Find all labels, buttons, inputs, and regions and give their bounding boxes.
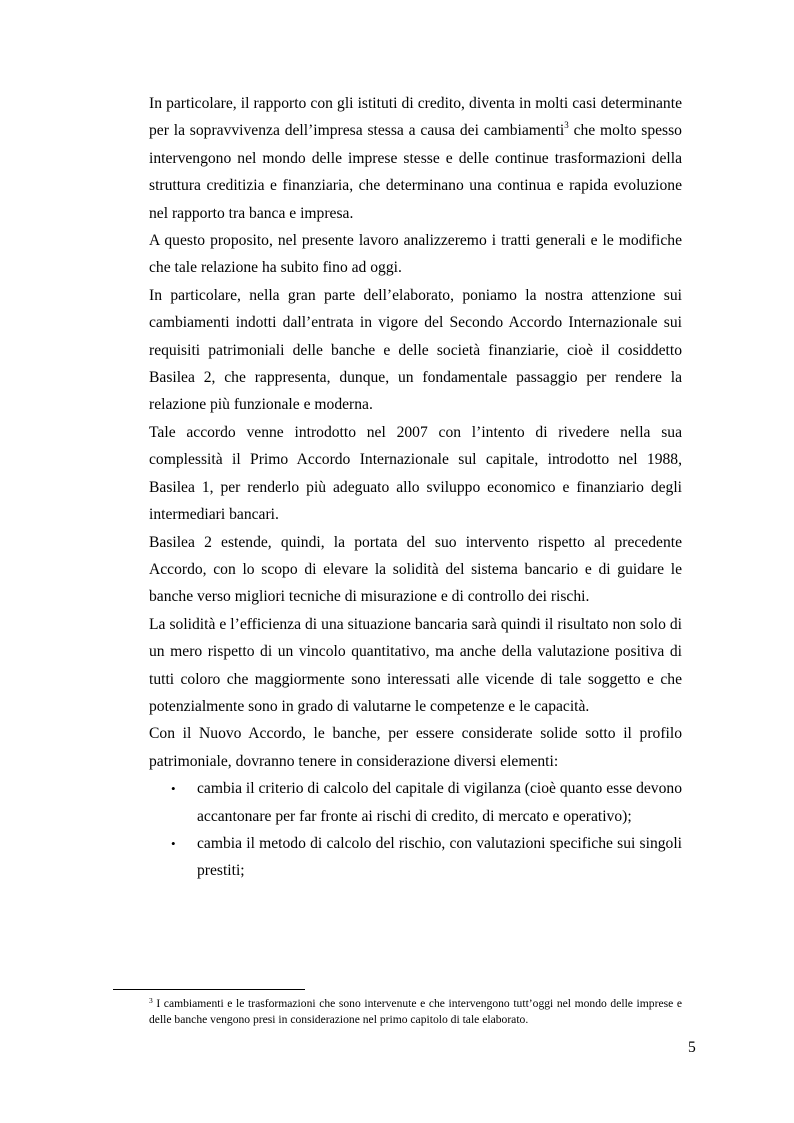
paragraph-5: Basilea 2 estende, quindi, la portata del suo intervento rispetto al precedente Accordo, con lo scopo di elevare la solidità del sistema bancario e di guidare le banche verso migliori tecniche di misurazione e di controllo dei rischi. (149, 533, 682, 606)
list-item-text: cambia il criterio di calcolo del capitale di vigilanza (cioè quanto esse devono accantonare per far fronte ai rischi di credito, di mercato e operativo); (197, 780, 682, 825)
list-item-text: cambia il metodo di calcolo del rischio, con valutazioni specifiche sui singoli prestiti; (197, 834, 682, 880)
paragraph-7: Con il Nuovo Accordo, le banche, per essere considerate solide sotto il profilo patrimoniale, dovranno tenere in considerazione diversi elementi: (149, 725, 682, 770)
page-number: 5 (688, 1039, 696, 1056)
footnote (149, 996, 682, 1027)
footnote-text: I cambiamenti e le trasformazioni che sono intervenute e che intervengono tutt’oggi nel mondo delle imprese e delle banche vengono presi in considerazione nel primo capitolo di tale elaborato. (149, 997, 682, 1026)
paragraph-4: Tale accordo venne introdotto nel 2007 con l’intento di rivedere nella sua complessità il Primo Accordo Internazionale sul capitale, introdotto nel 1988, Basilea 1, per renderlo più adeguato allo sviluppo economico e finanziario degli intermediari bancari. (149, 423, 682, 524)
bullet-icon: • (171, 781, 176, 797)
bullet-icon: • (171, 835, 176, 851)
body-text (149, 90, 682, 885)
paragraph-2: A questo proposito, nel presente lavoro analizzeremo i tratti generali e le modifiche che tale relazione ha subito fino ad oggi. (149, 232, 682, 277)
footnote-separator (113, 989, 305, 990)
list-item (149, 775, 682, 830)
bullet-list (149, 775, 682, 885)
list-item (149, 830, 682, 885)
paragraph-6: La solidità e l’efficienza di una situazione bancaria sarà quindi il risultato non solo di un mero rispetto di un vincolo quantitativo, ma anche della valutazione positiva di tutti coloro che maggiormente sono interessati alle vicende di tale soggetto e che potenzialmente sono in grado di valutarne le competenze e le capacità. (149, 615, 682, 715)
footnote-number: 3 (149, 996, 153, 1005)
paragraph-1-continuation: che molto spesso intervengono nel mondo delle imprese stesse e delle continue trasformazioni della struttura creditizia e finanziaria, che determinano una continua e rapida evoluzione nel rapporto tra banca e impresa. (149, 122, 682, 222)
paragraph-1 (149, 90, 682, 227)
paragraph-3: In particolare, nella gran parte dell’elaborato, poniamo la nostra attenzione sui cambiamenti indotti dall’entrata in vigore del Secondo Accordo Internazionale sui requisiti patrimoniali delle banche e delle società finanziarie, cioè il cosiddetto Basilea 2, che rappresenta, dunque, un fondamentale passaggio per rendere la relazione più funzionale e moderna. (149, 286, 682, 414)
paragraph-1-text: In particolare, il rapporto con gli istituti di credito, diventa in molti casi determinante per la sopravvivenza dell’impresa stessa a causa dei cambiamenti (149, 95, 682, 140)
footnote-reference[interactable]: 3 (564, 120, 569, 131)
